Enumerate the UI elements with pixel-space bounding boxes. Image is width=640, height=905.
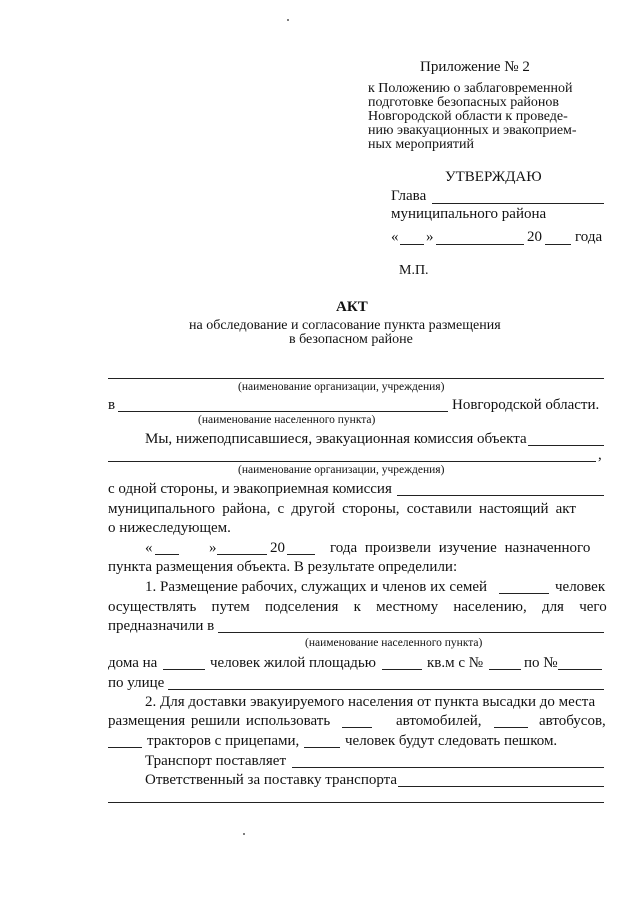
transport-line — [292, 767, 604, 768]
commission-text: Мы, нижеподписавшиеся, эвакуационная комиссия объекта — [145, 431, 527, 447]
inspection-month-line — [217, 554, 267, 555]
houses-area-line — [382, 669, 422, 670]
street-line — [168, 689, 604, 690]
point2-tractors-word: тракторов с прицепами, — [147, 733, 300, 749]
point2-cars-line — [342, 727, 372, 728]
houses-text-1: дома на — [108, 655, 158, 671]
appendix-ref-line: к Положению о заблаговременной — [368, 81, 573, 96]
approval-day-line — [400, 244, 424, 245]
approval-year-word: года — [575, 229, 603, 245]
responsible-line — [398, 786, 604, 787]
approval-month-line — [436, 244, 524, 245]
point1-settlement-line — [218, 632, 604, 633]
responsible-line-2 — [108, 802, 604, 803]
region-text: Новгородской области. — [452, 397, 600, 413]
houses-count-line — [163, 669, 205, 670]
receiving-commission-line — [397, 495, 604, 496]
act-subtitle-line1: на обследование и согласование пункта размещения — [189, 318, 501, 333]
commission-org-caption: (наименование организации, учреждения) — [238, 464, 445, 476]
point1-resettle-text: осуществлять путем подселения к местному населению, для чего — [108, 599, 607, 615]
approval-district: муниципального района — [391, 206, 547, 222]
appendix-ref-line: ных мероприятий — [368, 137, 474, 152]
point1-settlement-caption: (наименование населенного пункта) — [305, 637, 483, 649]
point2-use-text: размещения решили использовать — [108, 713, 331, 729]
houses-text-2: человек жилой площадью — [210, 655, 376, 671]
appendix-ref-line: нию эвакуационных и эвакоприем- — [368, 123, 577, 138]
inspection-day-line — [155, 554, 179, 555]
approval-title: УТВЕРЖДАЮ — [445, 169, 542, 185]
street-label: по улице — [108, 675, 165, 691]
settlement-line — [118, 411, 448, 412]
commission-org-line — [108, 461, 596, 462]
commission-comma: , — [598, 447, 602, 463]
appendix-ref-line: подготовке безопасных районов — [368, 95, 560, 110]
point1-people-word: человек — [555, 579, 606, 595]
in-prefix: в — [108, 397, 116, 413]
appendix-ref-line: Новгородской области к проведе- — [368, 109, 568, 124]
inspection-year-line — [287, 554, 315, 555]
act-subtitle-line2: в безопасном районе — [289, 332, 413, 347]
organization-line — [108, 378, 604, 379]
point2-cars-word: автомобилей, — [396, 713, 482, 729]
approval-year-line — [545, 244, 571, 245]
appendix-title: Приложение № 2 — [420, 59, 530, 75]
one-side-text: с одной стороны, и эвакоприемная комиссия — [108, 481, 392, 497]
point2-text: 2. Для доставки эвакуируемого населения от пункта высадки до места — [145, 694, 596, 710]
scan-speck-top — [287, 19, 289, 21]
responsible-label: Ответственный за поставку транспорта — [145, 772, 398, 788]
approval-year-prefix: 20 — [527, 229, 542, 245]
point1-text: 1. Размещение рабочих, служащих и членов их семей — [145, 579, 488, 595]
other-side-text: муниципального района, с другой стороны, составили настоящий акт — [108, 501, 576, 517]
inspection-text-2: пункта размещения объекта. В результате определили: — [108, 559, 458, 575]
transport-label: Транспорт поставляет — [145, 753, 287, 769]
approval-date-close: » — [426, 229, 434, 245]
scan-speck-bottom — [243, 833, 245, 835]
point2-walk-line — [304, 747, 340, 748]
inspection-date-close: » — [209, 540, 217, 556]
inspection-year-prefix: 20 — [270, 540, 285, 556]
houses-from-line — [489, 669, 521, 670]
stamp-label: М.П. — [399, 263, 429, 278]
settlement-caption: (наименование населенного пункта) — [198, 414, 376, 426]
point2-buses-word: автобусов, — [539, 713, 606, 729]
organization-caption: (наименование организации, учреждения) — [238, 381, 445, 393]
point2-buses-line — [494, 727, 528, 728]
houses-text-4: по № — [524, 655, 558, 671]
houses-text-3: кв.м с № — [427, 655, 484, 671]
inspection-text: года произвели изучение назначенного — [330, 540, 591, 556]
point1-assigned-text: предназначили в — [108, 618, 215, 634]
inspection-date-open: « — [145, 540, 153, 556]
approval-glava-label: Глава — [391, 188, 427, 204]
houses-to-line — [558, 669, 602, 670]
point2-tractors-line — [108, 747, 142, 748]
act-title: АКТ — [336, 299, 368, 315]
point1-people-line — [499, 593, 549, 594]
approval-glava-line — [432, 203, 604, 204]
approval-date-open: « — [391, 229, 399, 245]
point2-walk-word: человек будут следовать пешком. — [345, 733, 558, 749]
following-text: о нижеследующем. — [108, 520, 231, 536]
commission-object-line — [528, 445, 604, 446]
